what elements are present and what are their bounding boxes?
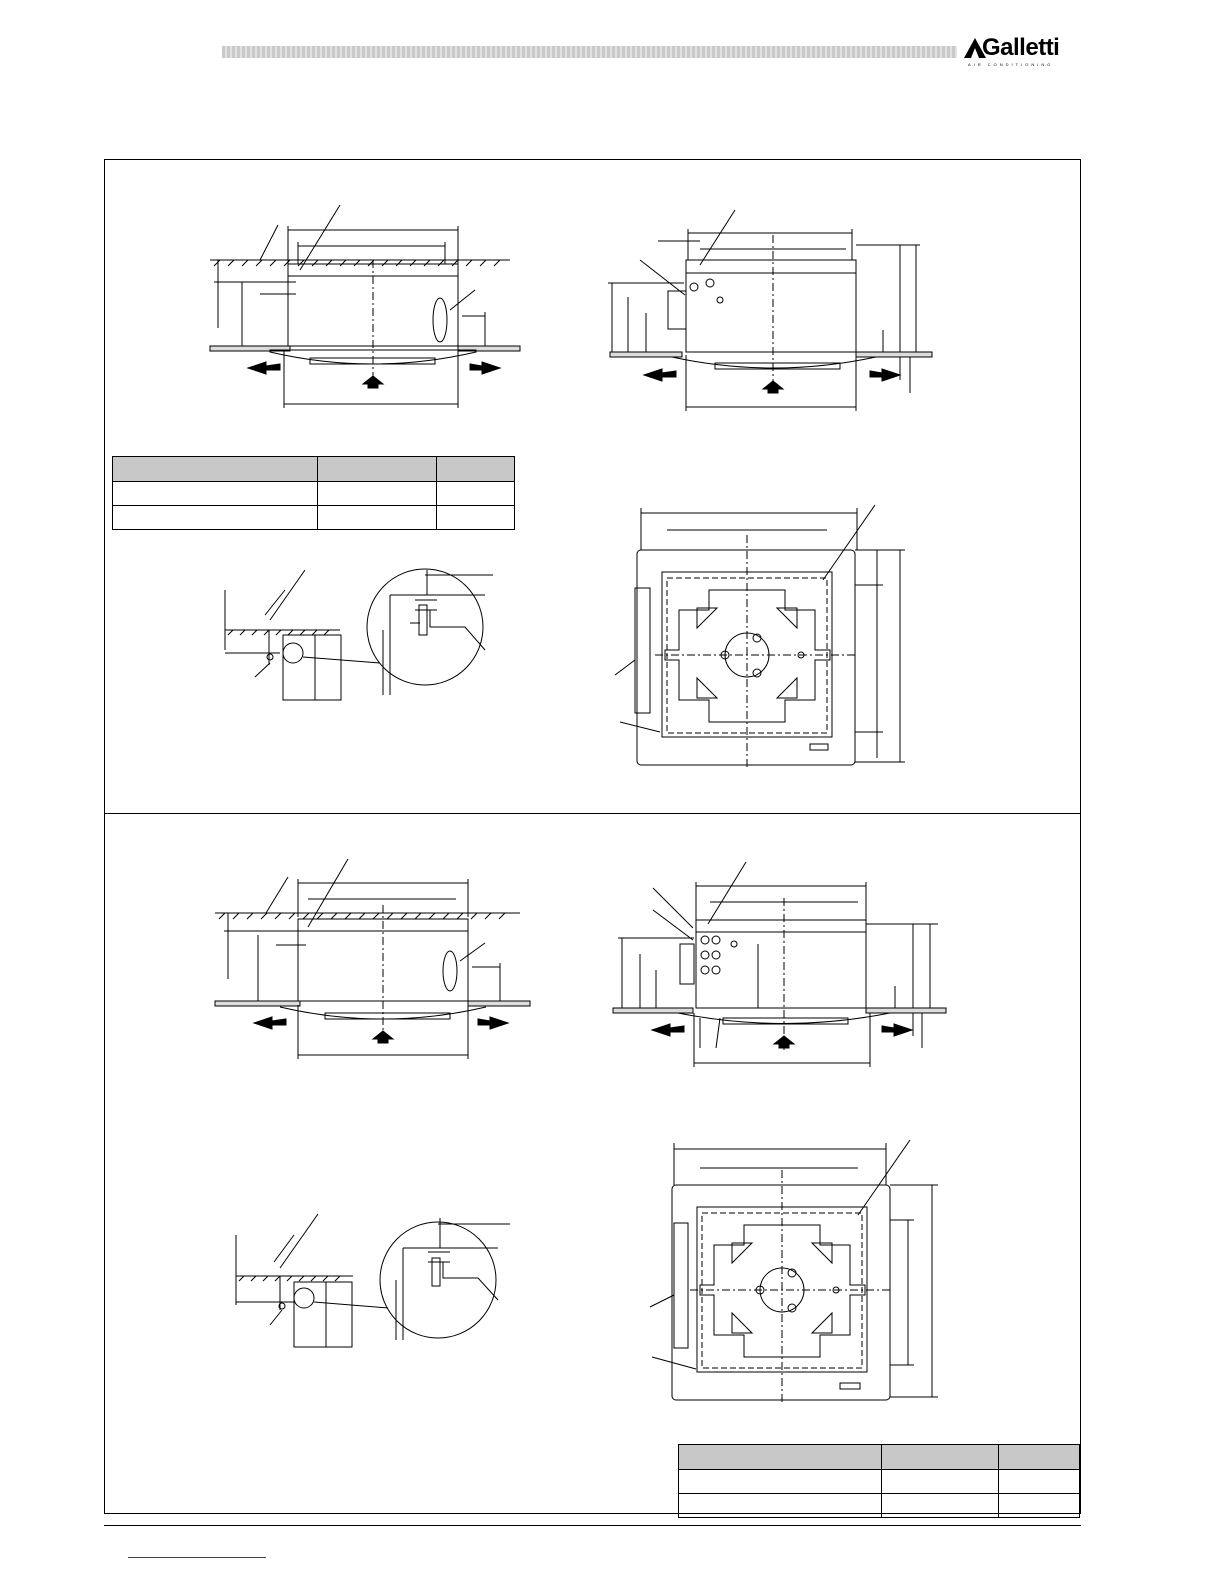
footer-rule <box>104 1525 1081 1526</box>
table-cell <box>437 506 515 530</box>
table-cell <box>679 1494 882 1518</box>
table-cell <box>113 506 318 530</box>
table-cell <box>318 506 437 530</box>
table-cell <box>882 1494 999 1518</box>
elevation-side-drawing-bottom <box>608 858 953 1073</box>
elevation-side-drawing-top <box>600 205 940 420</box>
plan-view-drawing-top <box>605 500 935 775</box>
table-header-cell <box>318 457 437 482</box>
table-header-cell <box>882 1445 999 1470</box>
dimensions-table-bottom <box>678 1444 1080 1518</box>
hanger-detail-drawing-top <box>215 565 505 705</box>
logo-tagline: AIR CONDITIONING <box>968 62 1054 67</box>
table-header-cell <box>437 457 515 482</box>
table-header-row <box>113 457 515 482</box>
header-decorative-bar <box>222 46 957 58</box>
table-cell <box>679 1470 882 1494</box>
elevation-front-drawing-top <box>200 200 530 415</box>
table-row <box>113 506 515 530</box>
table-header-row <box>679 1445 1080 1470</box>
table-cell <box>113 482 318 506</box>
galletti-logo <box>962 28 1084 68</box>
table-cell <box>318 482 437 506</box>
table-cell <box>999 1494 1080 1518</box>
section-divider <box>104 813 1081 814</box>
plan-view-drawing-bottom <box>640 1135 960 1410</box>
table-cell <box>999 1470 1080 1494</box>
table-row <box>113 482 515 506</box>
table-header-cell <box>679 1445 882 1470</box>
table-header-cell <box>999 1445 1080 1470</box>
elevation-front-drawing-bottom <box>210 855 540 1070</box>
hanger-detail-drawing-bottom <box>228 1210 518 1350</box>
footer-link-underline[interactable] <box>128 1557 266 1558</box>
table-cell <box>882 1470 999 1494</box>
table-header-cell <box>113 457 318 482</box>
dimensions-table-top <box>112 456 515 530</box>
logo-wordmark: Galletti <box>982 34 1060 61</box>
table-row <box>679 1470 1080 1494</box>
table-cell <box>437 482 515 506</box>
table-row <box>679 1494 1080 1518</box>
